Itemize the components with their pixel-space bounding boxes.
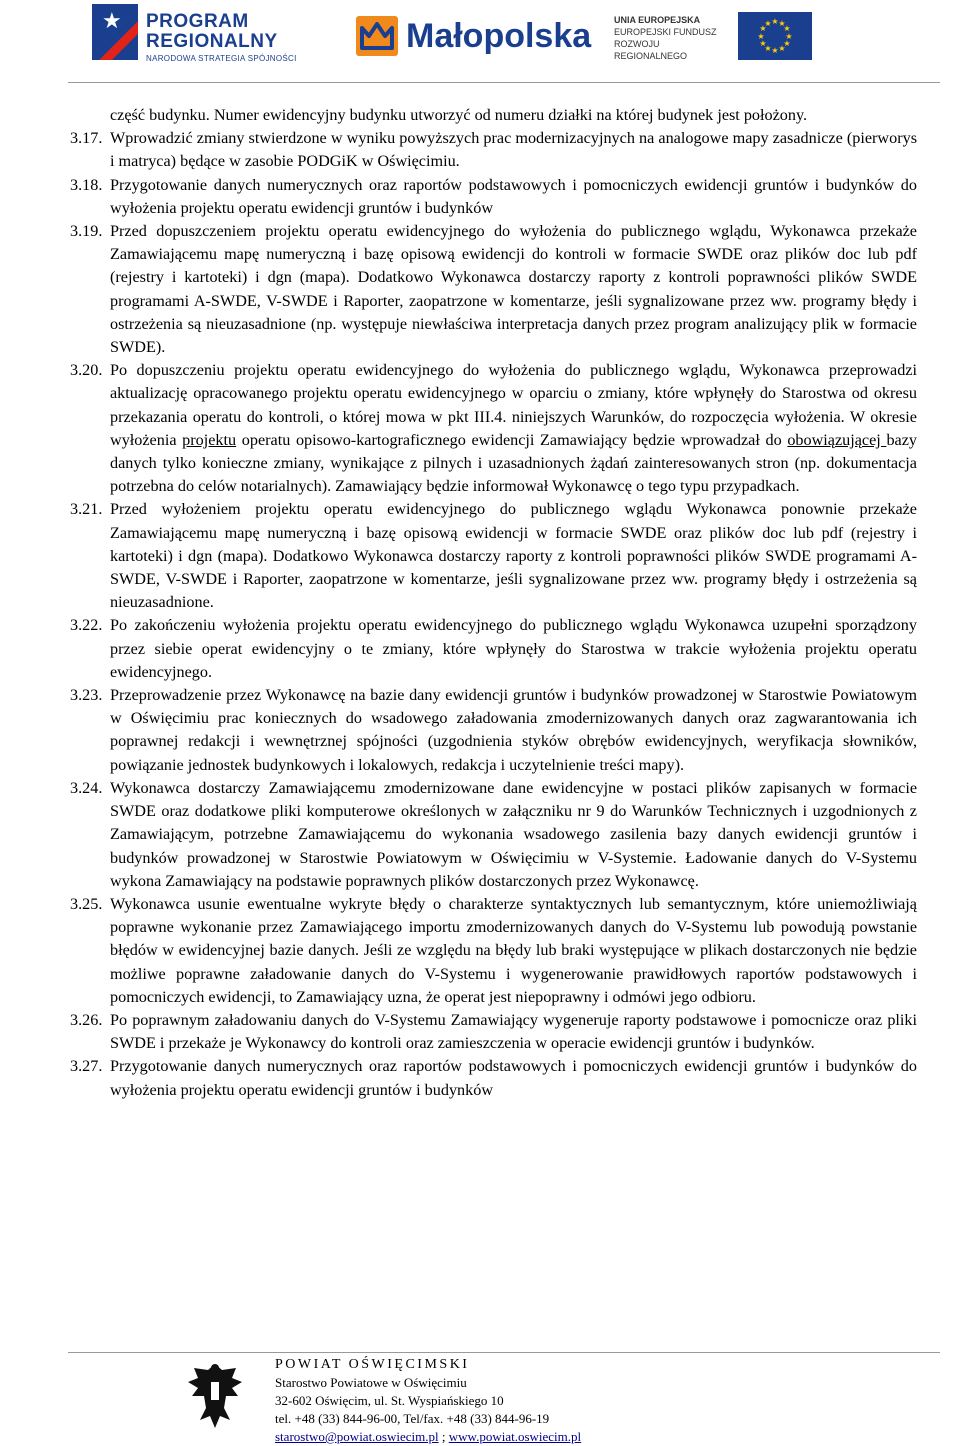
item-number: 3.19.	[70, 222, 103, 241]
svg-text:★: ★	[764, 19, 772, 28]
eu-logo-line1: UNIA EUROPEJSKA	[614, 15, 701, 25]
item-3-17	[70, 127, 917, 173]
svg-text:★: ★	[759, 39, 767, 48]
item-text-part-c: bazy danych tylko konieczne zmiany, wynikające z pilnych i uzasadnionych żądań zainteresowanych stron (np. dokumentacja potrzebna do celów notarialnych). Zamawiający będzie informował Wykonawcę o tego typu przypadkach.	[110, 430, 917, 496]
svg-text:★: ★	[764, 44, 772, 53]
eu-logo-line3: ROZWOJU REGIONALNEGO	[614, 39, 688, 61]
item-number: 3.17.	[70, 129, 103, 148]
item-text: Wykonawca dostarczy Zamawiającemu zmodernizowane dane ewidencyjne w postaci plików zapisanych w formacie SWDE oraz dodatkowe pliki komputerowe określonych w załączniku nr 9 do Warunków Technicznych i uzgodnionych z Zamawiającym, potrzebne Zamawiającemu do wykonania wsadowego zasilenia bazy danych ewidencji gruntów i budynków prowadzonej w Starostwie Powiatowym w Oświęcimiu w V-Systemie. Ładowanie danych do V-Systemu wykona Zamawiający na podstawie poprawnych plików dostarczonych przez Wykonawcę.	[110, 778, 917, 890]
svg-text:★: ★	[771, 17, 779, 26]
underlined-word-projektu: projektu	[182, 430, 237, 449]
svg-text:★: ★	[771, 46, 779, 55]
item-text: Wykonawca usunie ewentualne wykryte błędy o charakterze syntaktycznych lub semantycznym, które uniemożliwiają poprawne wykonanie przez Zamawiającego importu zmodernizowanych danych do V-Systemu lub powodują powstanie błędów w ewidencyjnej bazie danych. Jeśli ze względu na błędy lub braki występujące w plikach dostarczonych nie będzie możliwe poprawne załadowanie danych do V-Systemu i wygenerowanie prawidłowych raportów podstawowych i pomocniczych ewidencji, to Zamawiający uzna, że operat jest niepoprawny i odmówi jego odbioru.	[110, 894, 917, 1006]
item-text: Po poprawnym załadowaniu danych do V-Systemu Zamawiający wygeneruje raporty podstawowe i pomocnicze oraz pliki SWDE i przekaże je Wykonawcy do kontroli oraz zamieszczenia w operacie ewidencji gruntów i budynków.	[110, 1010, 917, 1053]
logo-text-line2: REGIONALNY	[146, 31, 278, 52]
item-text: Przed dopuszczeniem projektu operatu ewidencyjnego do wyłożenia do publicznego wglądu, Wykonawca przekaże Zamawiającemu mapę numeryczną i bazę opisową ewidencji do kontroli w formacie SWDE oraz plików doc lub pdf (rejestry i kartoteki) i dgn (mapa). Dodatkowo Wykonawca dostarczy raporty z kontroli poprawności plików SWDE programami A-SWDE, V-SWDE i Raporter, zaopatrzone w komentarze, jeśli sygnalizowane przez ww. programy błędy i ostrzeżenia są nieuzasadnione (np. występuje niewłaściwa interpretacja danych przez program analizujący plik w formacie SWDE).	[110, 222, 917, 357]
page-footer	[275, 1356, 581, 1446]
item-number: 3.18.	[70, 175, 103, 194]
item-3-19	[70, 220, 917, 359]
item-3-27	[70, 1055, 917, 1101]
item-text: Przeprowadzenie przez Wykonawcę na bazie dany ewidencji gruntów i budynków prowadzonej w Starostwie Powiatowym w Oświęcimiu prac koniecznych do wsadowego załadowania zmodernizowanych danych oraz zagwarantowania ich poprawnej redakcji i wewnętrznej spójności (uzgodnienia styków obrębów ewidencyjnych, weryfikacja słowników, powiązanie jednostek budynkowych i lokalowych, redakcja i uczytelnienie treści mapy).	[110, 686, 917, 774]
item-3-22	[70, 614, 917, 684]
item-3-26	[70, 1009, 917, 1055]
footer-address: 32-602 Oświęcim, ul. St. Wyspiańskiego 10	[275, 1393, 504, 1408]
svg-text:★: ★	[778, 44, 786, 53]
powiat-crest-icon	[186, 1360, 244, 1432]
footer-office: Starostwo Powiatowe w Oświęcimiu	[275, 1375, 467, 1390]
svg-text:★: ★	[759, 24, 767, 33]
program-regionalny-logo	[92, 4, 332, 64]
header-divider	[68, 82, 940, 83]
item-3-21	[70, 498, 917, 614]
underlined-word-obowiazujacej: obowiązującej	[787, 430, 887, 449]
logo-text-line1: PROGRAM	[146, 11, 249, 32]
item-3-18	[70, 174, 917, 220]
item-number: 3.26.	[70, 1010, 103, 1029]
program-regionalny-emblem-icon: ★	[92, 4, 138, 60]
item-3-20	[70, 359, 917, 498]
item-3-23	[70, 684, 917, 777]
eu-logo	[614, 12, 814, 60]
item-3-24	[70, 777, 917, 893]
item-text: Przygotowanie danych numerycznych oraz raportów podstawowych i pomocniczych ewidencji gruntów i budynków do wyłożenia projektu operatu ewidencji gruntów i budynków	[110, 1057, 917, 1099]
item-text: Przygotowanie danych numerycznych oraz raportów podstawowych i pomocniczych ewidencji gruntów i budynków do wyłożenia projektu operatu ewidencji gruntów i budynków	[110, 175, 917, 217]
footer-contact-line	[275, 1428, 581, 1446]
item-text: Wprowadzić zmiany stwierdzone w wyniku powyższych prac modernizacyjnych na analogowe mapy zasadnicze (pierworys i matryca) będące w zasobie PODGiK w Oświęcimiu.	[110, 129, 917, 171]
footer-divider	[68, 1352, 940, 1353]
svg-text:★: ★	[783, 24, 791, 33]
item-3-25	[70, 893, 917, 1009]
malopolska-emblem-icon	[356, 16, 398, 56]
item-text: Po zakończeniu wyłożenia projektu operatu ewidencyjnego do publicznego wglądu Wykonawca uzupełni sporządzony przez siebie operat ewidencyjny o te zmiany, które wpłynęły do Starostwa w trakcie wyłożenia projektu operatu ewidencyjnego.	[110, 616, 917, 681]
document-body	[70, 104, 917, 1102]
item-number: 3.20.	[70, 361, 103, 380]
footer-phone: tel. +48 (33) 844-96-00, Tel/fax. +48 (33) 844-96-19	[275, 1411, 550, 1426]
logo-text-line3: NARODOWA STRATEGIA SPÓJNOŚCI	[146, 54, 297, 63]
malopolska-logo	[356, 14, 592, 58]
svg-text:★: ★	[778, 19, 786, 28]
footer-separator: ;	[438, 1429, 449, 1444]
item-number: 3.22.	[70, 616, 103, 635]
footer-email-link[interactable]: starostwo@powiat.oswiecim.pl	[275, 1429, 439, 1444]
intro-paragraph: część budynku. Numer ewidencyjny budynku utworzyć od numeru działki na której budynek jest położony.	[110, 106, 808, 124]
item-number: 3.27.	[70, 1057, 103, 1076]
svg-text:★: ★	[757, 32, 765, 41]
item-number: 3.23.	[70, 686, 103, 705]
eu-flag-icon	[738, 12, 812, 60]
item-number: 3.25.	[70, 894, 103, 913]
page-header	[0, 0, 960, 72]
malopolska-name: Małopolska	[406, 17, 592, 55]
footer-website-link[interactable]: www.powiat.oswiecim.pl	[448, 1429, 582, 1444]
item-number: 3.24.	[70, 778, 103, 797]
item-number: 3.21.	[70, 500, 103, 519]
item-text-part-b: operatu opisowo-kartograficznego ewidencji Zamawiający będzie wprowadzał do	[236, 430, 788, 449]
svg-text:★: ★	[783, 39, 791, 48]
eu-logo-text	[614, 14, 732, 62]
svg-text:★: ★	[785, 32, 793, 41]
footer-org-name: POWIAT OŚWIĘCIMSKI	[275, 1357, 470, 1372]
eu-logo-line2: EUROPEJSKI FUNDUSZ	[614, 27, 717, 37]
item-text: Przed wyłożeniem projektu operatu ewidencyjnego do publicznego wglądu Wykonawca ponownie przekaże Zamawiającemu mapę numeryczną i bazę opisową ewidencji w formacie SWDE oraz plików doc lub pdf (rejestry i kartoteki) i dgn (mapa). Dodatkowo Wykonawca dostarczy raporty z kontroli poprawności plików SWDE programami A-SWDE, V-SWDE i Raporter, zaopatrzone w komentarze, jeśli sygnalizowane przez ww. programy błędy i ostrzeżenia są nieuzasadnione.	[110, 500, 917, 612]
item-text-part-a: Po dopuszczeniu projektu operatu ewidencyjnego do wyłożenia do publicznego wglądu, Wykonawca przeprowadzi aktualizację opracowanego projektu operatu ewidencyjnego w oparciu o zmiany, które wpłynęły do Starostwa od okresu przekazania operatu do kontroli, o której mowa w pkt III.4. niniejszych Warunków, do rozpoczęcia wyłożenia. W okresie wyłożenia	[110, 361, 917, 449]
